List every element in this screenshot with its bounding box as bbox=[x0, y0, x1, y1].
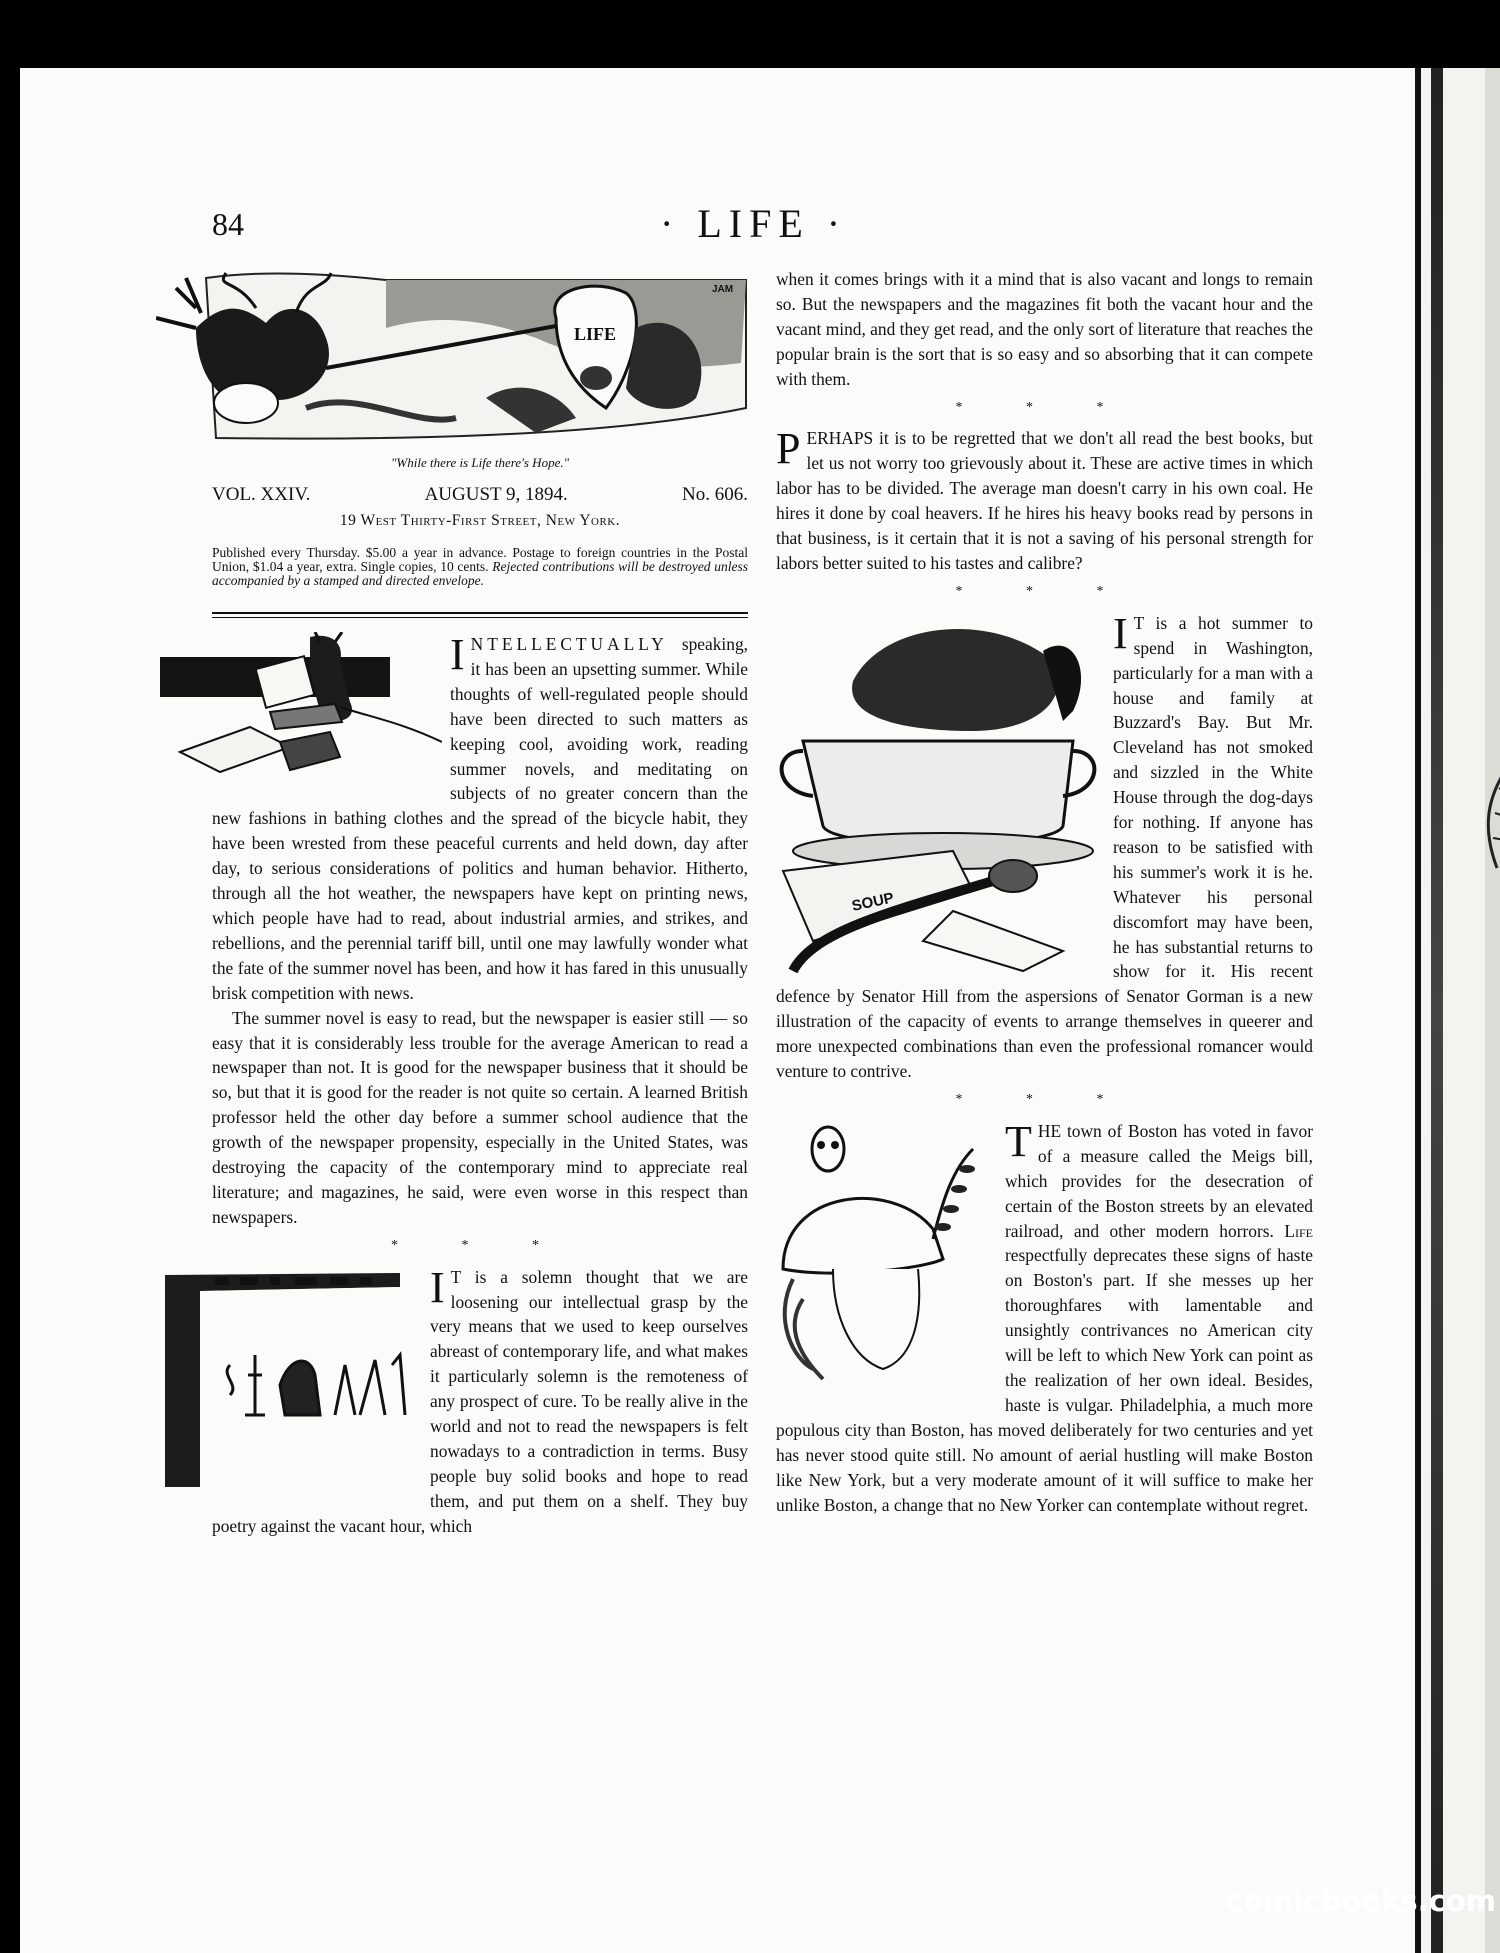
facing-page-edge bbox=[1415, 68, 1500, 1953]
publication-notice bbox=[212, 546, 748, 588]
soup-tureen-illustration bbox=[773, 611, 1103, 979]
notice-terms: Published every Thursday. $5.00 a year in advance. Postage to foreign countries in the Postal Union, $1.04 a year, extra. Single copies, 10 cents. bbox=[212, 545, 748, 574]
drop-cap: I bbox=[1113, 608, 1128, 658]
section-divider: * * * bbox=[955, 583, 1134, 599]
paragraph-intellectually: speaking, it has been an upsetting summer. While thoughts of well-regulated people should have been directed to such matters as keeping cool, avoiding work, reading summer novels, and meditating on subjects of no greater concern than the new fashions in bathing clothes and the spread of the bicycle habit, they have been wrested from these peaceful currents and held down, day after day, to serious considerations of politics and human behavior. Hitherto, through all the hot weather, the newspapers have kept on printing news, which people have had to read, about industrial armies, and strikes, and rebellions, and the perennial tariff bill, until one may lawfully wonder what the fate of the summer novel has been, and how it has fared in this unusually brisk competition with news. bbox=[212, 634, 748, 1003]
header-illustration bbox=[156, 268, 750, 446]
drop-cap: I bbox=[450, 630, 465, 679]
section-divider: * * * bbox=[955, 1092, 1134, 1107]
section-divider: * * * bbox=[391, 1237, 569, 1253]
header-rule bbox=[212, 612, 748, 614]
lead-word: NTELLECTUALLY bbox=[470, 634, 668, 654]
hieroglyph-illustration bbox=[160, 1265, 420, 1487]
facing-page-sketch bbox=[1477, 758, 1500, 878]
drop-cap: I bbox=[430, 1262, 445, 1312]
masthead-title: · LIFE · bbox=[660, 201, 848, 246]
motto: "While there is Life there's Hope." bbox=[390, 455, 570, 470]
issue-date: AUGUST 9, 1894. bbox=[424, 484, 568, 505]
paragraph-vacant-hour: when it comes brings with it a mind that is also vacant and longs to remain so. But the newspapers and the magazines fit both the vacant hour and the vacant mind, and they get read, and the only sort of literature that reaches the popular brain is the sort that is so easy and so absorbing that it can compete with them. bbox=[776, 269, 1313, 389]
volume: VOL. XXIV. bbox=[212, 484, 311, 505]
paragraph-boston-cont: respectfully deprecates these signs of haste on Boston's part. If she messes up her thoroughfares with lamentable and unsightly contrivances no American city will be left to which New York can point as the realization of her own ideal. Besides, haste is vulgar. Philadelphia, a much more populous city than Boston, has moved deliberately for two centuries and yet has never stood quite still. No amount of aerial hustling will make Boston like New York, but a very moderate amount of it will suffice to make her unlike Boston, a change that no New Yorker can contemplate without regret. bbox=[776, 1245, 1313, 1515]
paragraph-solemn-thought: T is a solemn thought that we are loosening our intellectual grasp by the very means that we used to keep ourselves abreast of contemporary life, and what makes it particularly solemn is the remoteness of any prospect of cure. To be really alive in the world and not to read the newspapers is felt nowadays to a contradiction in terms. Busy people buy solid books and hope to read them, and put them on a shelf. They buy poetry against the vacant hour, which bbox=[212, 1266, 748, 1536]
page-number: 84 bbox=[212, 206, 244, 242]
shield-label: LIFE bbox=[574, 324, 617, 344]
paragraph-perhaps: ERHAPS it is to be regretted that we don't all read the best books, but let us not worry too grievously about it. These are active times in which labor has to be divided. The average man doesn't carry in his own coal. He hires it done by coal heavers. If he hires his heavy books read by persons in that business, is it certain that it is not a saving of his personal strength for labors better suited to his tastes and calibre? bbox=[776, 428, 1313, 573]
issue-number: No. 606. bbox=[682, 484, 748, 505]
boston-minerva-illustration bbox=[773, 1119, 995, 1395]
section-divider: * * * bbox=[955, 399, 1134, 415]
paragraph-hot-summer: T is a hot summer to spend in Washington, particularly for a man with a house and family at Buzzard's Bay. But Mr. Cleveland has not smoked and sizzled in the White House through the dog-days for nothing. If anyone has reason to be satisfied with his summer's work it is he. Whatever his personal discomfort may have been, he has substantial returns to show for it. His recent defence by Senator Hill from the aspersions of Senator Gorman is a new illustration of the capacity of events to arrange themselves in queerer and more unexpected combinations than even the professional romancer would venture to contrive. bbox=[776, 612, 1313, 1082]
drop-cap: T bbox=[1005, 1116, 1032, 1166]
artist-signature: JAM bbox=[712, 284, 734, 295]
left-column bbox=[212, 632, 748, 1539]
right-column bbox=[776, 267, 1313, 1517]
soup-label: SOUP bbox=[850, 889, 896, 915]
watermark: comicbooks.com bbox=[1226, 1884, 1496, 1918]
book-spine bbox=[1431, 68, 1443, 1953]
paragraph-summer-novel: The summer novel is easy to read, but the newspaper is easier still — so easy that it is considerably less trouble for the average American to read a newspaper than not. It is good for the newspaper business that it should be so, but that it is good for the reader is not quite so certain. A learned British professor held the other day before a summer school audience that the growth of the newspaper propensity, especially in the United States, was destroying the capacity of the contemporary mind to appreciate real literature; and magazines, he said, were even worse in this respect than newspapers. bbox=[212, 1007, 748, 1227]
volume-line bbox=[212, 484, 748, 506]
drop-cap: P bbox=[776, 424, 801, 474]
notice-rejected: Rejected contributions will be destroyed unless accompanied by a stamped and directed envelope. bbox=[212, 559, 749, 588]
life-name: Life bbox=[1284, 1220, 1313, 1241]
header-rule-thin bbox=[212, 617, 748, 618]
devil-reading-illustration bbox=[160, 632, 442, 782]
address: 19 West Thirty-First Street, New York. bbox=[339, 512, 621, 529]
paragraph-boston: HE town of Boston has voted in favor of a measure called the Meigs bill, which provides for the desecration of certain of the Boston streets by an elevated railroad, and other modern horrors. bbox=[1005, 1120, 1313, 1241]
